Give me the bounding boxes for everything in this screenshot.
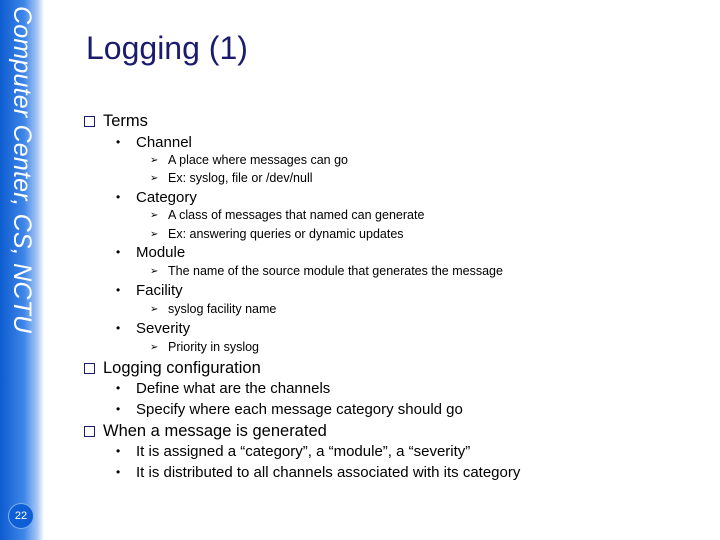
checkbox-bullet-icon — [84, 116, 95, 127]
section-heading-message-generated: When a message is generated — [84, 422, 327, 441]
term-subitem: ➢ syslog facility name — [150, 302, 277, 316]
bullet-icon: • — [116, 402, 121, 416]
arrow-bullet-icon: ➢ — [150, 155, 159, 166]
bullet-icon: • — [116, 190, 121, 204]
term-subitem: ➢ The name of the source module that generates the message — [150, 264, 503, 278]
term-subitem: ➢ A place where messages can go — [150, 153, 348, 167]
term-subitem: ➢ Priority in syslog — [150, 340, 259, 354]
section-heading-terms: Terms — [84, 112, 148, 131]
term-subitem: ➢ Ex: answering queries or dynamic updates — [150, 227, 404, 241]
arrow-bullet-icon: ➢ — [150, 342, 159, 353]
slide-title: Logging (1) — [86, 30, 248, 66]
arrow-bullet-icon: ➢ — [150, 210, 159, 221]
bullet-icon: • — [116, 381, 121, 395]
arrow-bullet-icon: ➢ — [150, 229, 159, 240]
term-subitem: ➢ A class of messages that named can generate — [150, 208, 425, 222]
term-item: • Module — [116, 244, 186, 261]
arrow-bullet-icon: ➢ — [150, 173, 159, 184]
checkbox-bullet-icon — [84, 363, 95, 374]
bullet-icon: • — [116, 465, 121, 479]
arrow-bullet-icon: ➢ — [150, 266, 159, 277]
term-item: • Channel — [116, 134, 192, 151]
arrow-bullet-icon: ➢ — [150, 304, 159, 315]
bullet-icon: • — [116, 245, 121, 259]
term-subitem: ➢ Ex: syslog, file or /dev/null — [150, 171, 313, 185]
sidebar-title: Computer Center, CS, NCTU — [8, 6, 36, 334]
term-item: • Severity — [116, 320, 191, 337]
bullet-icon: • — [116, 283, 121, 297]
message-item: • It is distributed to all channels associated with its category — [116, 464, 521, 481]
bullet-icon: • — [116, 444, 121, 458]
term-item: • Category — [116, 189, 197, 206]
config-item: • Define what are the channels — [116, 380, 331, 397]
checkbox-bullet-icon — [84, 426, 95, 437]
message-item: • It is assigned a “category”, a “module”, a “severity” — [116, 443, 471, 460]
page-number: 22 — [9, 504, 33, 528]
config-item: • Specify where each message category should go — [116, 401, 463, 418]
section-heading-logging-configuration: Logging configuration — [84, 359, 261, 378]
bullet-icon: • — [116, 135, 121, 149]
term-item: • Facility — [116, 282, 183, 299]
bullet-icon: • — [116, 321, 121, 335]
